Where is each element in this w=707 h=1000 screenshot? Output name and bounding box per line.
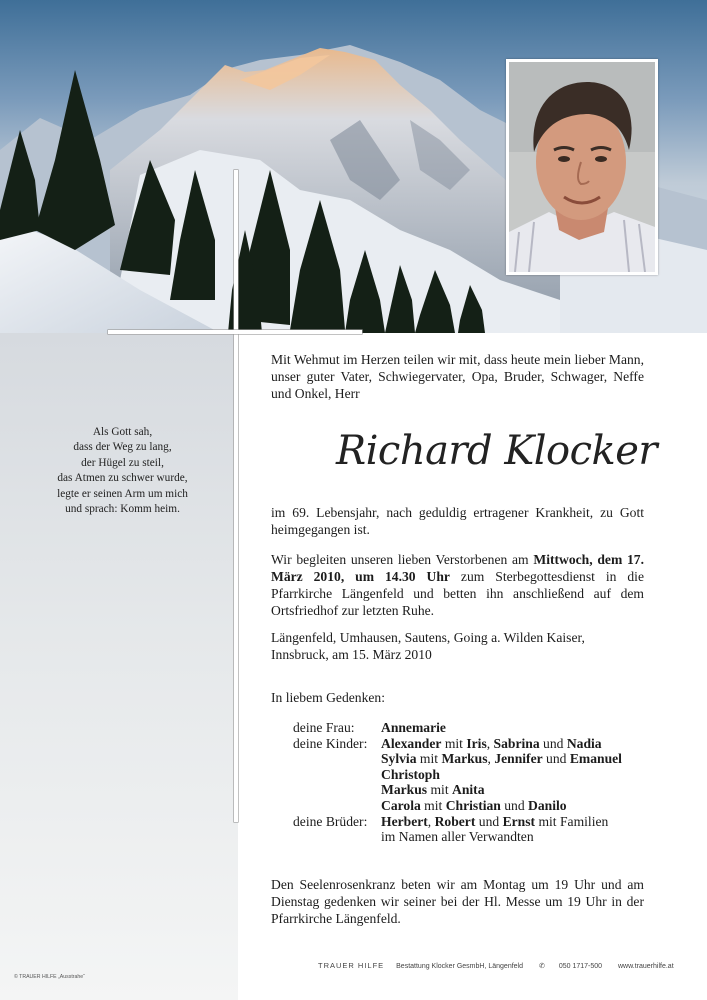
poem-line: Als Gott sah, <box>92 426 153 438</box>
family-member-name: Jennifer <box>494 751 543 767</box>
cross-vertical-beam <box>234 170 238 822</box>
deceased-name: Richard Klocker <box>336 428 658 474</box>
poem-line: dass der Weg zu lang, <box>73 441 172 454</box>
family-row-brothers <box>293 814 622 845</box>
poem-line: das Atmen zu schwer wurde, <box>57 472 188 485</box>
family-connector: und <box>542 751 570 767</box>
poem <box>30 425 215 517</box>
portrait-photo <box>506 59 658 275</box>
poem-line: der Hügel zu steil, <box>81 456 164 469</box>
memory-heading: In liebem Gedenken: <box>271 690 385 705</box>
family-connector: mit <box>420 797 446 813</box>
brothers-label: deine Brüder: <box>293 813 368 829</box>
family-connector: mit <box>427 782 453 798</box>
trauerhilfe-logo: TRAUER HILFE <box>318 961 385 970</box>
family-connector: , <box>427 813 435 829</box>
death-text: im 69. Lebensjahr, nach geduldig ertragener Krankheit, zu Gott heimgegangen ist. <box>271 505 644 537</box>
family-connector: und <box>475 813 503 829</box>
date-line: Innsbruck, am 15. März 2010 <box>271 647 432 662</box>
family-connector: und <box>500 797 529 813</box>
wife-name: Annemarie <box>381 720 446 735</box>
place-date <box>271 629 644 663</box>
family-member-name: Sabrina <box>493 735 540 751</box>
family-member-name: Nadia <box>566 735 602 751</box>
copyright: © TRAUER HILFE „Ausstrahe“ <box>14 974 85 980</box>
family-connector: mit Familien <box>535 813 609 829</box>
family-member-name: Anita <box>452 782 485 798</box>
family-connector: mit <box>441 735 467 751</box>
family-member-name: Emanuel <box>569 751 622 767</box>
family-member-name: Christoph <box>381 766 440 782</box>
child-line <box>381 751 622 767</box>
family-member-name: Sylvia <box>381 751 417 767</box>
family-member-name: Danilo <box>528 797 567 813</box>
places: Längenfeld, Umhausen, Sautens, Going a. Wilden Kaiser, <box>271 630 585 645</box>
family-member-name: Alexander <box>381 735 442 751</box>
family-member-name: Robert <box>434 813 476 829</box>
family-member-name: Markus <box>441 751 488 767</box>
family-member-name: Ernst <box>502 813 536 829</box>
children-list <box>381 736 622 814</box>
child-line <box>381 736 622 752</box>
funeral-pre: Wir begleiten unseren lieben Verstorbenen am <box>271 552 529 567</box>
family-row-wife <box>293 720 622 736</box>
phone-number: 050 1717-500 <box>558 963 603 970</box>
family-connector: , <box>487 751 495 767</box>
family-connector: , <box>486 735 494 751</box>
family-list <box>293 720 622 845</box>
child-line <box>381 767 622 783</box>
relatives-line: im Namen aller Verwandten <box>381 829 534 845</box>
website-link[interactable]: www.trauerhilfe.at <box>618 963 674 970</box>
intro-text: Mit Wehmut im Herzen teilen wir mit, dass heute mein lieber Mann, unser guter Vater, Schwiegervater, Opa, Bruder, Schwager, Neffe und Onkel, Herr <box>271 352 644 401</box>
family-member-name: Christian <box>445 797 501 813</box>
family-member-name: Carola <box>381 797 421 813</box>
family-member-name: Iris <box>466 735 487 751</box>
company-name: Bestattung Klocker GesmbH, Längenfeld <box>396 963 523 970</box>
cross-horizontal-beam <box>108 330 362 334</box>
funeral-post: zum Sterbegottesdienst in die Pfarrkirche Längenfeld und betten ihn anschließend auf dem Ortsfriedhof zur letzten Ruhe. <box>271 569 644 618</box>
phone-icon: ✆ <box>538 963 545 970</box>
poem-line: legte er seinen Arm um mich <box>57 487 188 500</box>
brothers-list <box>381 814 608 830</box>
family-member-name: Markus <box>381 782 428 798</box>
rosary-text: Den Seelenrosenkranz beten wir am Montag um 19 Uhr und am Dienstag gedenken wir seiner bei der Hl. Messe um 19 Uhr in der Pfarrkirche Längenfeld. <box>271 877 644 926</box>
funeral-text <box>271 551 644 619</box>
family-member-name: Herbert <box>381 813 428 829</box>
child-line <box>381 798 622 814</box>
child-line <box>381 782 622 798</box>
family-connector: mit <box>416 751 442 767</box>
funeral-date: Mittwoch, dem 17. März 2010, um 14.30 Uhr <box>271 552 644 584</box>
footer <box>318 961 688 970</box>
children-label: deine Kinder: <box>293 735 368 751</box>
poem-line: und sprach: Komm heim. <box>65 503 180 516</box>
family-row-children <box>293 736 622 814</box>
wife-label: deine Frau: <box>293 720 355 735</box>
family-connector: und <box>539 735 567 751</box>
